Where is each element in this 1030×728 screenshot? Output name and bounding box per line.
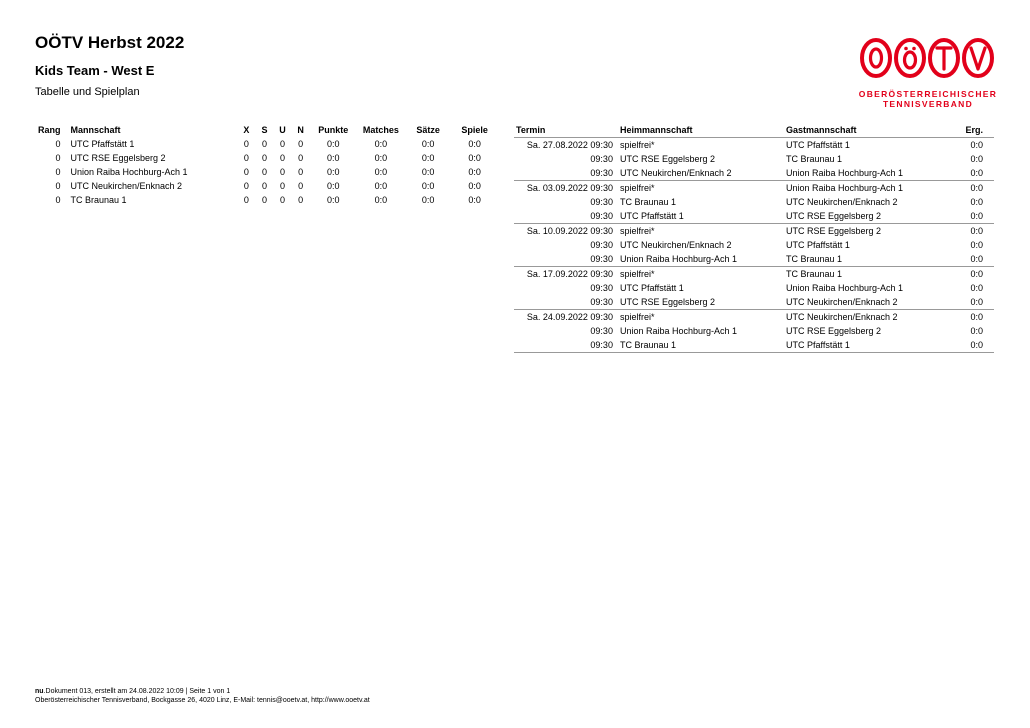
col-spiele: Spiele	[461, 125, 488, 135]
cell-team: UTC Neukirchen/Enknach 2	[70, 181, 183, 191]
cell-gast: UTC Pfaffstätt 1	[786, 138, 945, 153]
cell-saetze: 0:0	[421, 139, 435, 149]
cell-team: TC Braunau 1	[70, 195, 127, 205]
cell-punkte: 0:0	[327, 181, 340, 191]
cell-team: Union Raiba Hochburg-Ach 1	[70, 167, 188, 177]
cell-gast: UTC Neukirchen/Enknach 2	[786, 197, 898, 207]
cell-x: 0	[243, 167, 249, 177]
table-row	[514, 238, 994, 252]
table-row	[38, 165, 498, 179]
logo-org-line2: TENNISVERBAND	[882, 99, 974, 109]
cell-heim: TC Braunau 1	[619, 197, 676, 207]
cell-spiele: 0:0	[468, 181, 481, 191]
cell-heim: spielfrei*	[620, 224, 786, 239]
cell-spiele: 0:0	[468, 167, 481, 177]
cell-rang: 0	[55, 139, 61, 149]
cell-s: 0	[261, 195, 267, 205]
cell-n: 0	[298, 139, 304, 149]
cell-ergebnis: 0:0	[970, 197, 983, 207]
cell-ergebnis: 0:0	[970, 297, 983, 307]
cell-termin: Sa. 03.09.2022 09:30	[514, 181, 620, 196]
cell-ergebnis: 0:0	[970, 254, 983, 264]
schedule-header-row	[514, 123, 994, 138]
col-ergebnis: Erg.	[965, 125, 983, 135]
cell-spiele: 0:0	[468, 195, 481, 205]
cell-termin: Sa. 27.08.2022 09:30	[514, 138, 620, 153]
cell-punkte: 0:0	[327, 139, 340, 149]
cell-heim: Union Raiba Hochburg-Ach 1	[619, 326, 738, 336]
table-row	[514, 338, 994, 353]
cell-gast: UTC RSE Eggelsberg 2	[786, 224, 945, 239]
cell-heim: spielfrei*	[620, 267, 786, 282]
cell-rang: 0	[55, 153, 61, 163]
page-caption: Tabelle und Spielplan	[35, 86, 140, 98]
cell-saetze: 0:0	[421, 195, 435, 205]
cell-termin: 09:30	[590, 154, 613, 164]
table-row	[514, 324, 994, 338]
col-rang: Rang	[38, 125, 61, 135]
table-row	[514, 181, 994, 196]
table-row	[38, 193, 498, 207]
col-termin: Termin	[516, 125, 546, 135]
cell-gast: TC Braunau 1	[786, 267, 945, 282]
cell-heim: spielfrei*	[620, 181, 786, 196]
cell-gast: TC Braunau 1	[786, 254, 843, 264]
cell-gast: Union Raiba Hochburg-Ach 1	[786, 168, 904, 178]
cell-ergebnis: 0:0	[945, 224, 994, 239]
cell-u: 0	[280, 195, 286, 205]
cell-ergebnis: 0:0	[970, 283, 983, 293]
cell-rang: 0	[55, 181, 61, 191]
table-row	[514, 166, 994, 181]
cell-u: 0	[280, 153, 286, 163]
cell-u: 0	[280, 167, 286, 177]
table-row	[514, 267, 994, 282]
cell-gast: UTC Pfaffstätt 1	[786, 240, 850, 250]
col-matches: Matches	[362, 125, 399, 135]
cell-matches: 0:0	[374, 153, 388, 163]
cell-ergebnis: 0:0	[970, 154, 983, 164]
cell-ergebnis: 0:0	[970, 326, 983, 336]
footer	[35, 687, 370, 705]
footer-doc-info: .Dokument 013, erstellt am 24.08.2022 10:09 | Seite 1 von 1	[43, 688, 231, 695]
cell-u: 0	[280, 139, 286, 149]
table-row	[514, 138, 994, 153]
page-title: OÖTV Herbst 2022	[35, 33, 185, 52]
cell-x: 0	[243, 139, 249, 149]
cell-x: 0	[243, 181, 249, 191]
cell-saetze: 0:0	[421, 153, 435, 163]
cell-rang: 0	[55, 167, 61, 177]
cell-termin: Sa. 10.09.2022 09:30	[514, 224, 620, 239]
cell-n: 0	[298, 167, 304, 177]
cell-termin: Sa. 24.09.2022 09:30	[514, 310, 620, 325]
table-row	[38, 137, 498, 151]
cell-heim: TC Braunau 1	[620, 338, 786, 353]
cell-termin: 09:30	[590, 240, 613, 250]
table-row	[514, 310, 994, 325]
cell-termin: 09:30	[590, 283, 613, 293]
table-row	[514, 195, 994, 209]
cell-n: 0	[298, 195, 304, 205]
cell-termin: 09:30	[590, 197, 613, 207]
cell-gast: UTC RSE Eggelsberg 2	[786, 211, 882, 221]
logo-org-line1: OBERÖSTERREICHISCHER	[858, 89, 998, 99]
table-row	[514, 152, 994, 166]
cell-x: 0	[243, 153, 249, 163]
cell-heim: spielfrei*	[620, 310, 786, 325]
col-u: U	[279, 125, 286, 135]
cell-ergebnis: 0:0	[970, 240, 983, 250]
cell-ergebnis: 0:0	[945, 267, 994, 282]
cell-s: 0	[261, 153, 267, 163]
standings-header-row	[38, 123, 498, 137]
table-row	[514, 209, 994, 224]
cell-matches: 0:0	[374, 167, 388, 177]
cell-team: UTC Pfaffstätt 1	[70, 139, 135, 149]
col-heimmannschaft: Heimmannschaft	[619, 125, 693, 135]
cell-spiele: 0:0	[468, 153, 481, 163]
footer-line1	[35, 687, 370, 696]
cell-termin: 09:30	[590, 254, 613, 264]
col-x: X	[243, 125, 250, 135]
col-s: S	[261, 125, 268, 135]
footer-line2: Oberösterreichischer Tennisverband, Bockgasse 26, 4020 Linz, E-Mail: tennis@ooetv.at, http://www.ooetv.at	[35, 697, 370, 704]
cell-termin: 09:30	[590, 211, 613, 221]
cell-ergebnis: 0:0	[970, 168, 983, 178]
cell-punkte: 0:0	[327, 153, 340, 163]
schedule-table	[514, 123, 994, 353]
col-mannschaft: Mannschaft	[70, 125, 121, 135]
cell-ergebnis: 0:0	[945, 338, 994, 353]
cell-n: 0	[298, 181, 304, 191]
cell-ergebnis: 0:0	[945, 310, 994, 325]
cell-heim: UTC Pfaffstätt 1	[619, 283, 684, 293]
standings-table	[38, 123, 498, 207]
col-gastmannschaft: Gastmannschaft	[786, 125, 857, 135]
table-row	[38, 151, 498, 165]
cell-heim: UTC RSE Eggelsberg 2	[619, 154, 715, 164]
page-subtitle: Kids Team - West E	[35, 63, 155, 78]
cell-u: 0	[280, 181, 286, 191]
table-row	[514, 252, 994, 267]
cell-ergebnis: 0:0	[945, 181, 994, 196]
cell-heim: UTC Pfaffstätt 1	[619, 211, 684, 221]
cell-gast: UTC Neukirchen/Enknach 2	[786, 297, 898, 307]
table-row	[514, 295, 994, 310]
cell-s: 0	[261, 167, 267, 177]
col-punkte: Punkte	[318, 125, 349, 135]
table-row	[38, 179, 498, 193]
cell-ergebnis: 0:0	[970, 211, 983, 221]
cell-s: 0	[261, 139, 267, 149]
col-n: N	[297, 125, 304, 135]
cell-gast: UTC RSE Eggelsberg 2	[786, 326, 882, 336]
cell-n: 0	[298, 153, 304, 163]
col-saetze: Sätze	[416, 125, 440, 135]
cell-saetze: 0:0	[421, 167, 435, 177]
cell-heim: Union Raiba Hochburg-Ach 1	[619, 254, 738, 264]
cell-matches: 0:0	[374, 181, 388, 191]
cell-saetze: 0:0	[421, 181, 435, 191]
cell-punkte: 0:0	[327, 167, 340, 177]
cell-gast: TC Braunau 1	[786, 154, 843, 164]
cell-matches: 0:0	[374, 139, 388, 149]
cell-termin: 09:30	[590, 326, 613, 336]
cell-heim: UTC Neukirchen/Enknach 2	[619, 168, 732, 178]
cell-gast: Union Raiba Hochburg-Ach 1	[786, 283, 904, 293]
cell-gast: UTC Neukirchen/Enknach 2	[786, 310, 945, 325]
cell-gast: UTC Pfaffstätt 1	[786, 338, 945, 353]
table-row	[514, 224, 994, 239]
cell-punkte: 0:0	[327, 195, 340, 205]
cell-ergebnis: 0:0	[945, 138, 994, 153]
table-row	[514, 281, 994, 295]
cell-gast: Union Raiba Hochburg-Ach 1	[786, 181, 945, 196]
cell-x: 0	[243, 195, 249, 205]
cell-s: 0	[261, 181, 267, 191]
cell-rang: 0	[55, 195, 61, 205]
logo-organization-name	[858, 89, 998, 109]
cell-termin: Sa. 17.09.2022 09:30	[514, 267, 620, 282]
footer-brand: nu	[35, 688, 44, 695]
cell-termin: 09:30	[590, 168, 613, 178]
cell-termin: 09:30	[514, 338, 620, 353]
cell-heim: UTC RSE Eggelsberg 2	[619, 297, 715, 307]
cell-matches: 0:0	[374, 195, 388, 205]
cell-termin: 09:30	[590, 297, 613, 307]
cell-spiele: 0:0	[468, 139, 481, 149]
cell-heim: spielfrei*	[620, 138, 786, 153]
cell-heim: UTC Neukirchen/Enknach 2	[619, 240, 732, 250]
cell-team: UTC RSE Eggelsberg 2	[70, 153, 166, 163]
